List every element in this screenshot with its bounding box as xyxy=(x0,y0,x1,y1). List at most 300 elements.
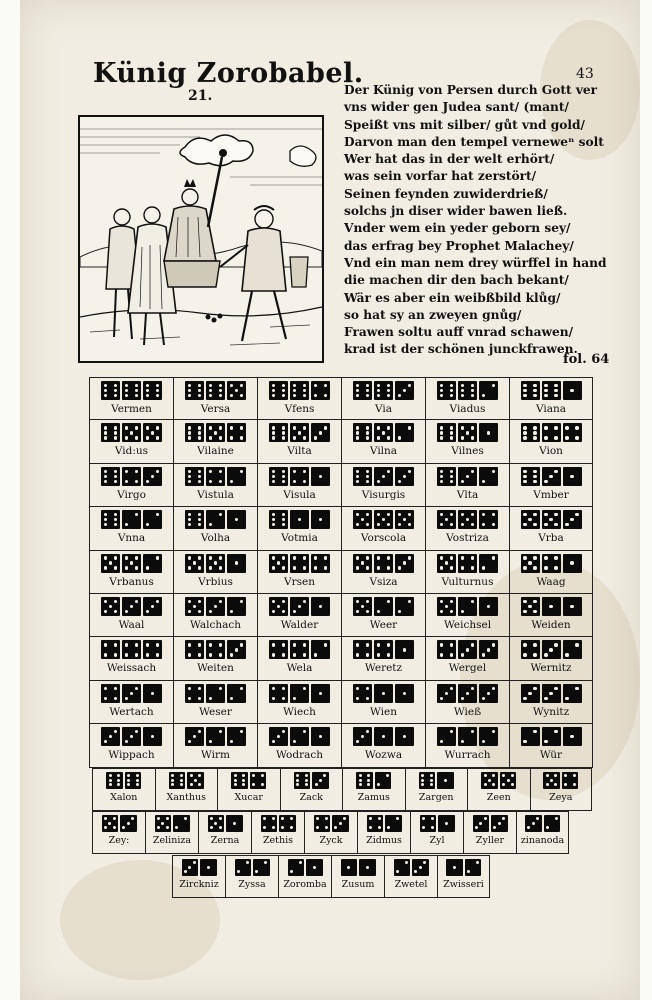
cell-label: Wernitz xyxy=(530,662,572,675)
dice-group xyxy=(185,597,246,616)
dice-group xyxy=(525,815,560,832)
cell-label: Visula xyxy=(283,488,316,501)
die-2-icon xyxy=(385,815,402,832)
dice-group xyxy=(420,815,455,832)
table-row xyxy=(89,507,593,550)
die-1-icon xyxy=(563,467,582,486)
cell-label: Via xyxy=(374,403,393,415)
poem-line: Frawen soltu auff vnrad schawen/ xyxy=(344,325,574,340)
dice-cell xyxy=(341,507,425,550)
poem-line: krad ist der schönen junckfrawen. xyxy=(344,342,578,357)
poem-line: so hat sy an zweyen gnůg/ xyxy=(344,307,522,322)
cell-label: Vmber xyxy=(533,488,569,501)
die-4-icon xyxy=(185,640,204,659)
die-5-icon xyxy=(521,597,540,616)
cell-label: Viana xyxy=(535,403,567,415)
cell-label: Vid:us xyxy=(114,445,149,458)
die-1-icon xyxy=(290,510,309,529)
dice-cell xyxy=(405,768,468,811)
die-4-icon xyxy=(437,640,456,659)
dice-cell xyxy=(509,594,593,637)
dice-cell xyxy=(173,681,257,724)
die-3-icon xyxy=(143,467,162,486)
dice-group xyxy=(208,815,243,832)
cell-label: Zethis xyxy=(262,834,294,846)
poem-line: vns wider gen Judea sant/ (mant/ xyxy=(344,100,569,115)
cell-label: Zyssa xyxy=(238,878,266,890)
dice-group xyxy=(353,554,414,573)
die-6-icon xyxy=(437,423,456,442)
dice-group xyxy=(185,510,246,529)
dice-cell xyxy=(257,507,341,550)
cell-label: Zyck xyxy=(319,834,343,846)
dice-cell xyxy=(257,594,341,637)
cell-label: Zeen xyxy=(486,791,511,803)
dice-group xyxy=(101,467,162,486)
cell-label: Wien xyxy=(370,705,397,718)
dice-cell xyxy=(341,681,425,724)
die-2-icon xyxy=(374,597,393,616)
cell-label: Vsiza xyxy=(369,575,398,588)
dice-group xyxy=(353,684,414,703)
die-1-icon xyxy=(374,684,393,703)
die-3-icon xyxy=(542,640,561,659)
cell-label: Zerna xyxy=(210,834,240,846)
dice-cell xyxy=(509,724,593,767)
dice-cell xyxy=(342,768,405,811)
die-2-icon xyxy=(479,727,498,746)
page-title: Künig Zorobabel. xyxy=(93,58,364,89)
cell-label: Virgo xyxy=(117,488,146,501)
die-4-icon xyxy=(290,640,309,659)
dice-group xyxy=(106,772,141,789)
die-4-icon xyxy=(542,554,561,573)
table-row xyxy=(89,681,593,724)
dice-group xyxy=(473,815,508,832)
die-1-icon xyxy=(542,597,561,616)
table-row xyxy=(172,855,490,898)
dice-cell xyxy=(173,637,257,680)
die-3-icon xyxy=(122,727,141,746)
die-6-icon xyxy=(269,423,288,442)
die-2-icon xyxy=(227,597,246,616)
die-5-icon xyxy=(122,554,141,573)
die-2-icon xyxy=(227,467,246,486)
dice-group xyxy=(269,640,330,659)
dice-group xyxy=(394,859,429,876)
die-1-icon xyxy=(227,510,246,529)
die-2-icon xyxy=(290,727,309,746)
die-1-icon xyxy=(438,815,455,832)
die-2-icon xyxy=(563,640,582,659)
die-1-icon xyxy=(563,597,582,616)
die-4-icon xyxy=(562,772,579,789)
dice-group xyxy=(314,815,349,832)
dice-cell xyxy=(425,507,509,550)
dice-cell xyxy=(530,768,593,811)
die-2-icon xyxy=(143,510,162,529)
dice-cell xyxy=(509,420,593,463)
die-2-icon xyxy=(235,859,252,876)
die-4-icon xyxy=(290,554,309,573)
dice-cell xyxy=(173,420,257,463)
die-5-icon xyxy=(143,423,162,442)
die-4-icon xyxy=(143,640,162,659)
cell-label: Wergel xyxy=(448,662,487,675)
dice-cell xyxy=(509,551,593,594)
die-5-icon xyxy=(521,510,540,529)
die-3-icon xyxy=(353,727,372,746)
dice-cell xyxy=(173,594,257,637)
die-3-icon xyxy=(458,640,477,659)
cell-label: Weer xyxy=(369,619,398,631)
die-5-icon xyxy=(206,423,225,442)
dice-cell xyxy=(173,724,257,767)
die-1-icon xyxy=(311,510,330,529)
die-4-icon xyxy=(122,640,141,659)
dice-cell xyxy=(257,637,341,680)
chapter-number: 21. xyxy=(188,88,213,104)
die-6-icon xyxy=(521,423,540,442)
cell-label: Versa xyxy=(200,403,231,415)
die-4-icon xyxy=(250,772,267,789)
die-2-icon xyxy=(311,640,330,659)
die-1-icon xyxy=(479,597,498,616)
dice-cell xyxy=(89,637,173,680)
die-3-icon xyxy=(290,597,309,616)
dice-group xyxy=(521,684,582,703)
table-row xyxy=(89,377,593,420)
cell-label: Vrba xyxy=(538,532,564,545)
cell-label: Vrsen xyxy=(284,575,315,588)
die-5-icon xyxy=(155,815,172,832)
dice-cell xyxy=(145,811,198,854)
dice-group xyxy=(101,510,162,529)
dice-cell xyxy=(341,420,425,463)
die-2-icon xyxy=(437,727,456,746)
dice-group xyxy=(101,554,162,573)
poem-line: Darvon man den tempel verneweⁿ solt xyxy=(344,134,604,149)
cell-label: Xucar xyxy=(234,791,263,803)
dice-group xyxy=(353,510,414,529)
cell-label: Weichsel xyxy=(443,619,492,631)
cell-label: Vfens xyxy=(284,403,315,415)
dice-group xyxy=(437,467,498,486)
dice-group xyxy=(521,423,582,442)
die-1-icon xyxy=(446,859,463,876)
cell-label: Zwetel xyxy=(394,878,428,890)
dice-cell xyxy=(173,464,257,507)
die-2-icon xyxy=(290,684,309,703)
die-4-icon xyxy=(420,815,437,832)
die-6-icon xyxy=(143,381,162,400)
die-2-icon xyxy=(479,467,498,486)
die-2-icon xyxy=(206,727,225,746)
die-5-icon xyxy=(481,772,498,789)
cell-label: Walder xyxy=(280,619,319,631)
die-4-icon xyxy=(206,467,225,486)
dice-group xyxy=(101,381,162,400)
table-row xyxy=(89,551,593,594)
cell-label: Weiten xyxy=(197,662,234,675)
dice-cell xyxy=(89,464,173,507)
die-2-icon xyxy=(521,727,540,746)
die-3-icon xyxy=(458,684,477,703)
die-5-icon xyxy=(521,554,540,573)
die-1-icon xyxy=(143,727,162,746)
die-4-icon xyxy=(521,640,540,659)
dice-group xyxy=(231,772,266,789)
dice-group xyxy=(185,727,246,746)
cell-label: Zack xyxy=(299,791,323,803)
dice-group xyxy=(419,772,454,789)
dice-group xyxy=(437,381,498,400)
dice-group xyxy=(437,640,498,659)
die-2-icon xyxy=(288,859,305,876)
die-2-icon xyxy=(479,381,498,400)
die-4-icon xyxy=(122,467,141,486)
cell-label: Vion xyxy=(539,445,563,458)
dice-group xyxy=(261,815,296,832)
die-3-icon xyxy=(473,815,490,832)
poem-line: Speißt vns mit silber/ gůt vnd gold/ xyxy=(344,117,586,132)
dice-cell xyxy=(341,377,425,420)
cell-label: Wirm xyxy=(201,749,230,762)
dice-cell xyxy=(155,768,218,811)
die-5-icon xyxy=(269,597,288,616)
die-5-icon xyxy=(290,423,309,442)
die-3-icon xyxy=(122,597,141,616)
dice-group xyxy=(185,640,246,659)
die-1-icon xyxy=(563,727,582,746)
die-5-icon xyxy=(437,597,456,616)
die-5-icon xyxy=(458,423,477,442)
die-4-icon xyxy=(311,381,330,400)
cell-label: Weissach xyxy=(106,662,157,675)
table-row xyxy=(92,768,592,811)
dice-group xyxy=(356,772,391,789)
die-2-icon xyxy=(173,815,190,832)
cell-label: zinanoda xyxy=(520,834,565,846)
die-2-icon xyxy=(395,423,414,442)
cell-label: Zargen xyxy=(418,791,454,803)
die-5-icon xyxy=(458,510,477,529)
die-4-icon xyxy=(101,640,120,659)
dice-group xyxy=(521,640,582,659)
dice-cell xyxy=(357,811,410,854)
dice-cell xyxy=(425,724,509,767)
dice-group xyxy=(353,597,414,616)
dice-cell xyxy=(257,724,341,767)
cell-label: Vilnes xyxy=(451,445,484,458)
dice-group xyxy=(185,381,246,400)
die-4-icon xyxy=(353,640,372,659)
cell-label: Wippach xyxy=(108,749,155,762)
cell-label: Weiden xyxy=(531,619,571,631)
die-6-icon xyxy=(125,772,142,789)
dice-cell xyxy=(341,464,425,507)
dice-group xyxy=(235,859,270,876)
die-4-icon xyxy=(458,554,477,573)
cell-label: Wurrach xyxy=(444,749,491,762)
die-3-icon xyxy=(479,640,498,659)
poem-line: das erfrag bey Prophet Malachey/ xyxy=(344,238,574,253)
dice-cell xyxy=(278,855,331,898)
dice-group xyxy=(185,467,246,486)
dice-group xyxy=(182,859,217,876)
die-6-icon xyxy=(169,772,186,789)
woodcut-illustration xyxy=(78,115,324,363)
dice-cell xyxy=(173,377,257,420)
die-3-icon xyxy=(332,815,349,832)
cell-label: Vnna xyxy=(117,532,146,545)
dice-group xyxy=(269,467,330,486)
poem-text xyxy=(344,82,616,359)
die-4-icon xyxy=(367,815,384,832)
table-row xyxy=(89,464,593,507)
dice-cell xyxy=(172,855,225,898)
die-2-icon xyxy=(395,597,414,616)
die-5-icon xyxy=(185,597,204,616)
dice-group xyxy=(437,423,498,442)
poem-line: was sein vorfar hat zerstört/ xyxy=(344,169,537,184)
die-3-icon xyxy=(525,815,542,832)
die-2-icon xyxy=(465,859,482,876)
die-6-icon xyxy=(185,423,204,442)
dice-group xyxy=(521,597,582,616)
die-6-icon xyxy=(437,381,456,400)
dice-group xyxy=(101,684,162,703)
dice-group xyxy=(185,684,246,703)
cell-label: Vistula xyxy=(197,488,234,501)
die-2-icon xyxy=(394,859,411,876)
poem-line: Wer hat das in der welt erhört/ xyxy=(344,152,555,167)
die-3-icon xyxy=(542,467,561,486)
die-6-icon xyxy=(290,381,309,400)
dice-group xyxy=(367,815,402,832)
dice-group xyxy=(437,727,498,746)
cell-label: Vilaine xyxy=(197,445,234,458)
die-5-icon xyxy=(101,597,120,616)
dice-cell xyxy=(425,637,509,680)
dice-cell xyxy=(92,811,145,854)
cell-label: Vermen xyxy=(111,403,152,415)
dice-cell xyxy=(89,724,173,767)
dice-cell xyxy=(257,464,341,507)
die-5-icon xyxy=(437,554,456,573)
die-1-icon xyxy=(359,859,376,876)
die-2-icon xyxy=(563,684,582,703)
cell-label: Wieß xyxy=(453,705,482,718)
dice-group xyxy=(269,554,330,573)
die-1-icon xyxy=(563,381,582,400)
cell-label: Viadus xyxy=(449,403,486,415)
table-row xyxy=(89,594,593,637)
die-2-icon xyxy=(458,727,477,746)
dice-group xyxy=(353,727,414,746)
die-5-icon xyxy=(122,423,141,442)
dice-group xyxy=(294,772,329,789)
dice-group xyxy=(269,423,330,442)
dice-cell xyxy=(251,811,304,854)
dice-group xyxy=(353,640,414,659)
die-1-icon xyxy=(311,467,330,486)
dice-group xyxy=(353,423,414,442)
die-6-icon xyxy=(206,381,225,400)
cell-label: Wertach xyxy=(109,705,154,718)
die-3-icon xyxy=(458,467,477,486)
die-6-icon xyxy=(353,381,372,400)
cell-label: Wür xyxy=(539,749,563,762)
die-6-icon xyxy=(185,467,204,486)
dice-group xyxy=(169,772,204,789)
dice-group xyxy=(353,381,414,400)
die-1-icon xyxy=(311,597,330,616)
dice-group xyxy=(185,423,246,442)
dice-group xyxy=(446,859,481,876)
die-3-icon xyxy=(395,467,414,486)
dice-cell xyxy=(225,855,278,898)
dice-group xyxy=(521,554,582,573)
dice-cell xyxy=(257,551,341,594)
die-1-icon xyxy=(374,727,393,746)
die-2-icon xyxy=(375,772,392,789)
dice-cell xyxy=(89,507,173,550)
dice-cell xyxy=(257,420,341,463)
die-1-icon xyxy=(479,423,498,442)
dice-group xyxy=(101,640,162,659)
cell-label: Vrbanus xyxy=(109,575,154,588)
dice-cell xyxy=(410,811,463,854)
die-1-icon xyxy=(437,772,454,789)
die-5-icon xyxy=(185,554,204,573)
cell-label: Vorscola xyxy=(360,532,407,545)
dice-cell xyxy=(425,420,509,463)
die-6-icon xyxy=(437,467,456,486)
die-1-icon xyxy=(563,554,582,573)
poem-line: Wär es aber ein weibßbild klůg/ xyxy=(344,290,561,305)
dice-group xyxy=(437,684,498,703)
die-6-icon xyxy=(122,381,141,400)
dice-cell xyxy=(509,681,593,724)
die-6-icon xyxy=(374,381,393,400)
table-row xyxy=(89,637,593,680)
die-5-icon xyxy=(101,554,120,573)
cell-label: Walchach xyxy=(189,619,242,631)
dice-cell xyxy=(173,507,257,550)
dice-group xyxy=(341,859,376,876)
dice-group xyxy=(101,727,162,746)
die-3-icon xyxy=(542,684,561,703)
die-3-icon xyxy=(206,597,225,616)
die-6-icon xyxy=(101,510,120,529)
die-6-icon xyxy=(231,772,248,789)
dice-group xyxy=(288,859,323,876)
cell-label: Xalon xyxy=(110,791,138,803)
die-5-icon xyxy=(374,423,393,442)
dice-group xyxy=(155,815,190,832)
dice-cell xyxy=(92,768,155,811)
die-6-icon xyxy=(269,467,288,486)
cell-label: Zeliniza xyxy=(152,834,192,846)
die-3-icon xyxy=(491,815,508,832)
die-3-icon xyxy=(311,423,330,442)
die-6-icon xyxy=(419,772,436,789)
die-4-icon xyxy=(101,684,120,703)
die-5-icon xyxy=(206,554,225,573)
dice-cell xyxy=(198,811,251,854)
table-row xyxy=(89,420,593,463)
